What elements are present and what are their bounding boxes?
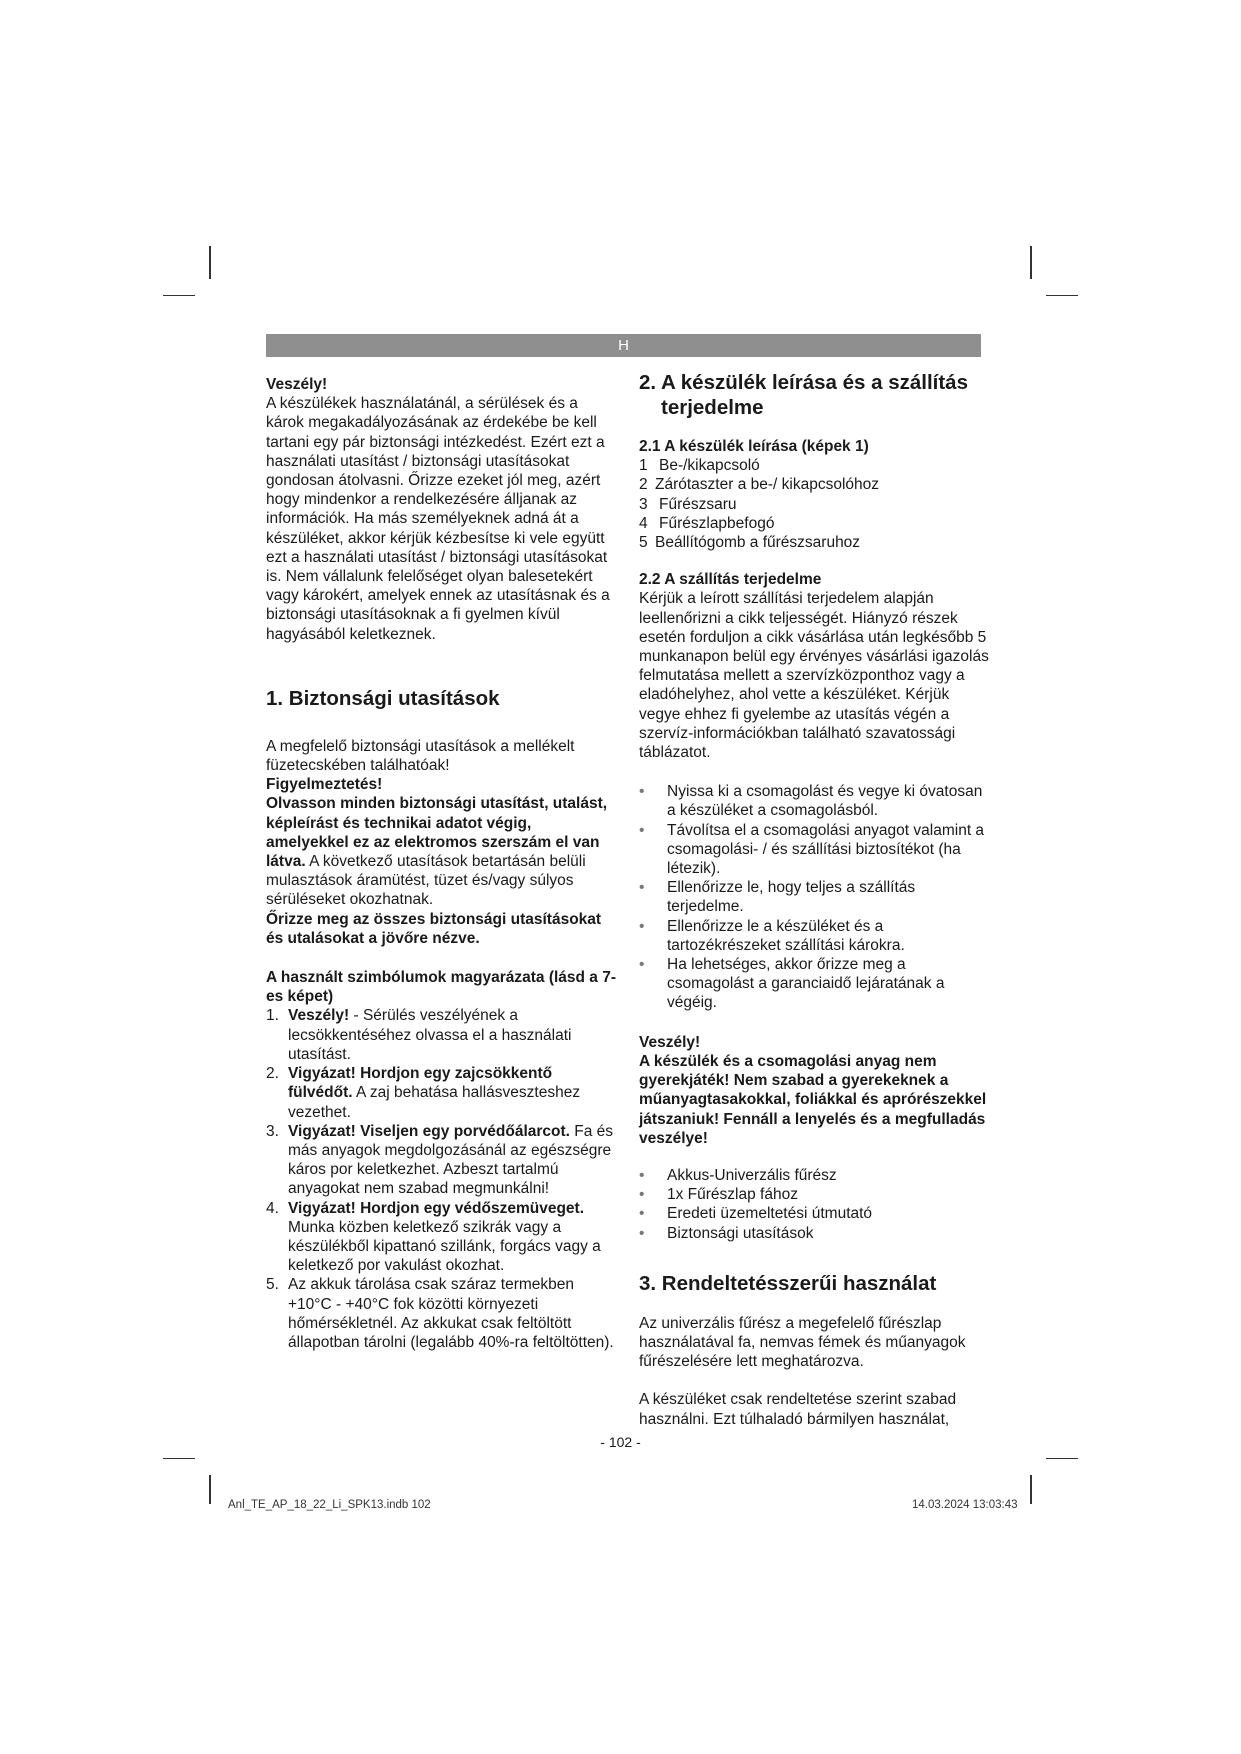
bullet-icon: • [639,917,645,935]
part-label: Fűrészsaru [659,495,737,513]
left-column [266,375,616,1352]
item-number: 2. [266,1065,279,1083]
bullet-icon: • [639,1224,645,1242]
subsection-2-2-title: 2.2 A szállítás terjedelme [639,571,822,589]
intended-use-text-1: Az univerzális fűrész a megefelelő fűrészlap használatával fa, nemvas fémek és műanyagok fűrészelésére lett meghatározva. [639,1314,966,1371]
danger-title: Veszély! [266,376,328,393]
list-item: • Nyissa ki a csomagolást és vegye ki óvatosan a készüléket a csomagolásból. [639,783,983,820]
warning-rest: A következő utasítások betartásán belüli mulasztások áramütést, tüzet és/vagy súlyos sérüléseket okozhatnak. [266,853,586,909]
crop-mark [163,295,195,296]
part-label: Fűrészlapbefogó [659,514,775,532]
part-number: 3 [639,495,648,513]
right-column [639,371,989,1429]
crop-mark [209,1475,211,1504]
item-number: 5. [266,1276,279,1294]
item-text: Munka közben keletkező szikrák vagy a készülékből kipattanó szillánk, forgács vagy a keletkező por vakulást okozhat. [288,1218,601,1275]
list-item [639,514,989,533]
list-item: • Eredeti üzemeltetési útmutató [639,1205,873,1223]
parts-list [639,456,989,552]
bullet-icon: • [639,821,645,839]
item-text: - Sérülés veszélyének a lecsökkentéséhez olvassa el a használati utasítást. [288,1007,572,1063]
bullet-icon: • [639,783,645,801]
part-label: Zárótaszter a be-/ kikapcsolóhoz [655,476,879,494]
list-item: • Ellenőrizze le a készüléket és a tartozékrészeket szállítási károkra. [639,917,905,954]
section-1-title: 1. Biztonsági utasítások [266,686,500,710]
list-item: • Akkus-Univerzális fűrész [639,1166,837,1184]
safety-intro: A megfelelő biztonsági utasítások a mellékelt füzetecskében találhatóak! [266,737,575,775]
item-bold: Vigyázat! Viseljen egy porvédőálarcot. [288,1122,570,1140]
section-2-title-line1: 2. A készülék leírása és a szállítás [639,371,968,394]
item-bold: Vigyázat! Hordjon egy zajcsökkentő fülvédőt. [288,1065,553,1102]
list-item [639,495,989,514]
bullet-icon: • [639,1166,645,1184]
item-text: A zaj behatása hallásveszteshez vezethet. [288,1084,581,1121]
item-number: 4. [266,1199,279,1217]
part-number: 2 [639,476,648,494]
keep-instructions: Őrizze meg az összes biztonsági utasításokat és utalásokat a jövőre nézve. [266,910,602,947]
warning-paragraph [266,794,616,909]
crop-mark [1030,246,1032,279]
danger-2-title: Veszély! [639,1033,701,1051]
warning-title: Figyelmeztetés! [266,776,383,794]
section-2-title [639,370,989,420]
section-header-bar [266,334,981,357]
danger-text: A készülékek használatánál, a sérülések és a károk megakadályozásának az érdekébe be kell tartani egy pár biztonsági intézkedést. Ezért ezt a használati utasítást / biztonsági utasításokat gondosan átolvasni. Őrizze ezeket jól meg, azért hogy mindenkor a rendelkezésére álljanak az információk. Ha más személyeknek adná át a készüléket, akkor kérjük kézbesítse ki vele együtt ezt a használati utasítást / biztonsági utasításokat is. Nem vállalunk felelőséget olyan balesetekért vagy károkért, amelyek ennek az utasításnak és a biztonsági utasításoknak a fi gyelmen kívül hagyásából keletkeznek. [266,395,610,643]
part-number: 5 [639,534,648,552]
bullet-icon: • [639,879,645,897]
crop-mark [1046,295,1078,296]
list-item [266,1275,616,1352]
footer-datetime: 14.03.2024 13:03:43 [912,1499,1018,1511]
danger-2-text: A készülék és a csomagolási anyag nem gyerekjáték! Nem szabad a gyerekeknek a műanyagtasakokkal, foliákkal és aprórészekkel játszaniuk! Fennáll a lenyelés és a megfulladás veszélye! [639,1052,987,1147]
symbols-list [266,1006,616,1352]
list-item [266,1122,616,1199]
intended-use-text-2: A készüléket csak rendeltetése szerint szabad használni. Ezt túlhaladó bármilyen használat, [639,1391,957,1428]
list-item [266,1199,616,1276]
crop-mark [163,1458,195,1459]
bullet-icon: • [639,1205,645,1223]
item-text: Fa és más anyagok megdolgozásánál az egészségre káros por keletkezhet. Azbeszt tartalmú anyagokat nem szabad megmunkálni! [288,1122,614,1198]
list-item: • Ellenőrizze le, hogy teljes a szállítás terjedelme. [639,879,916,916]
footer-file: Anl_TE_AP_18_22_Li_SPK13.indb 102 [228,1499,431,1511]
page-number: - 102 - [600,1434,641,1450]
bullet-icon: • [639,956,645,974]
list-item: • Távolítsa el a csomagolási anyagot valamint a csomagolási- / és szállítási biztosítékot (ha létezik). [639,821,985,878]
part-number: 4 [639,514,648,532]
delivery-scope-list [639,1166,989,1243]
list-item [639,475,989,494]
part-label: Beállítógomb a fűrészsaruhoz [655,534,861,552]
list-item: • Biztonsági utasítások [639,1224,814,1242]
symbols-title: A használt szimbólumok magyarázata (lásd a 7-es képet) [266,969,617,1006]
crop-mark [209,246,211,279]
section-2-title-line2: terjedelme [661,396,764,419]
item-text: Az akkuk tárolása csak száraz termekben +10°C - +40°C fok közötti környezeti hőmérsékletnél. Az akkukat csak feltöltött állapotban tárolni (legalább 40%-ra feltöltötten). [288,1276,614,1351]
item-number: 3. [266,1122,279,1140]
item-number: 1. [266,1007,279,1025]
list-item [639,533,989,552]
item-bold: Veszély! [288,1007,350,1025]
crop-mark [1046,1458,1078,1459]
crop-mark [1030,1475,1032,1504]
list-item [266,1064,616,1122]
list-item: • Ha lehetséges, akkor őrizze meg a csomagolást a garanciaidő lejáratának a végéig. [639,956,945,1012]
list-item [639,456,989,475]
list-item [266,1006,616,1064]
item-bold: Vigyázat! Hordjon egy védőszemüveget. [288,1199,585,1217]
language-label: H [618,337,629,354]
unpacking-list [639,782,989,1012]
list-item: • 1x Fűrészlap fához [639,1186,798,1204]
warning-bold: Olvasson minden biztonsági utasítást, utalást, képleírást és technikai adatot végig, amelyekkel ez az elektromos szerszám el van látva. [266,795,608,871]
subsection-2-1-title: 2.1 A készülék leírása (képek 1) [639,438,869,455]
scope-text: Kérjük a leírott szállítási terjedelem alapján leellenőrizni a cikk teljességét. Hiányzó részek esetén forduljon a cikk vásárlása után legkésőbb 5 munkanapon belül egy érvényes vásárlási igazolás felmutatása mellett a szervízközponthoz vagy a eladóhelyhez, ahol vette a készüléket. Kérjük vegye ehhez fi gyelembe az utasítás végén a szervíz-információkban található szavatossági táblázatot. [639,590,989,762]
part-number: 1 [639,457,648,475]
bullet-icon: • [639,1186,645,1204]
section-3-title: 3. Rendeltetésszerűi használat [639,1271,937,1295]
part-label: Be-/kikapcsoló [659,457,760,475]
